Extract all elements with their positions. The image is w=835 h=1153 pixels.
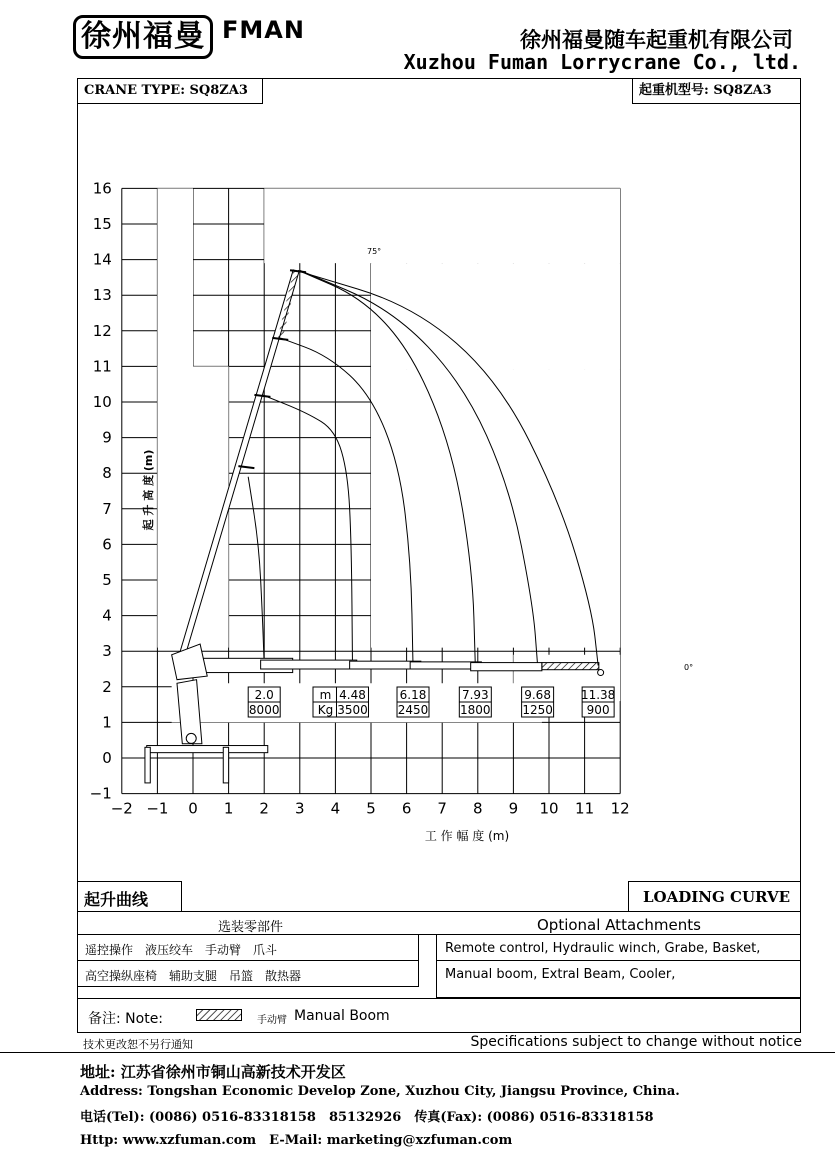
boom-root bbox=[172, 644, 208, 680]
note-en: Manual Boom bbox=[294, 1008, 390, 1024]
curve-title-cn: 起升曲线 bbox=[84, 890, 149, 909]
load-table-radius: 6.18 bbox=[399, 688, 427, 702]
curve-title-en-box bbox=[628, 881, 801, 912]
logo-en-text: FMAN bbox=[222, 16, 305, 44]
load-table-radius: 2.0 bbox=[254, 688, 274, 702]
load-table-load: 1250 bbox=[522, 703, 553, 717]
x-tick-label: 10 bbox=[539, 799, 559, 818]
y-tick-label: 6 bbox=[102, 535, 112, 554]
y-tick-label: 4 bbox=[102, 606, 112, 625]
y-tick-label: 16 bbox=[92, 179, 112, 198]
crane-type-cn: 起重机型号: SQ8ZA3 bbox=[632, 78, 801, 104]
y-tick-label: 10 bbox=[92, 393, 112, 411]
y-tick-label: 14 bbox=[92, 250, 112, 269]
attach-cn-1: 遥控操作 液压绞车 手动臂 爪斗 bbox=[85, 943, 278, 957]
x-tick-label: 1 bbox=[223, 799, 234, 818]
load-table-row-label: m bbox=[319, 688, 332, 702]
load-table-row-label: Kg bbox=[317, 703, 334, 717]
x-tick-label: 3 bbox=[295, 799, 305, 818]
load-table-radius: 4.48 bbox=[339, 688, 366, 702]
company-name-en: Xuzhou Fuman Lorrycrane Co., ltd. bbox=[403, 50, 801, 74]
company-name-cn: 徐州福曼随车起重机有限公司 bbox=[520, 27, 793, 52]
y-tick-label: 15 bbox=[92, 215, 112, 233]
note-divider bbox=[77, 998, 801, 999]
outrigger-left bbox=[145, 747, 150, 783]
notice-en: Specifications subject to change without notice bbox=[470, 1034, 802, 1050]
curve-title-cn-box bbox=[77, 881, 182, 912]
x-tick-label: −1 bbox=[146, 799, 169, 818]
angle-label-75: 75° bbox=[367, 247, 382, 256]
y-tick-label: 13 bbox=[92, 286, 112, 305]
load-table-load: 3500 bbox=[337, 703, 368, 717]
load-table-load: 1800 bbox=[460, 703, 491, 717]
crane-type-en: CRANE TYPE: SQ8ZA3 bbox=[77, 78, 263, 104]
x-tick-label: 4 bbox=[330, 799, 341, 818]
angle-label-0: 0° bbox=[684, 663, 694, 672]
note-label: 备注: Note: bbox=[88, 1011, 164, 1027]
x-tick-label: 6 bbox=[401, 799, 412, 818]
slew-ring bbox=[186, 733, 196, 743]
notice-cn: 技术更改恕不另行通知 bbox=[83, 1038, 193, 1051]
load-table-radius: 11.38 bbox=[580, 688, 616, 702]
y-tick-label: 12 bbox=[92, 321, 112, 340]
attach-cn-2: 高空操纵座椅 辅助支腿 吊篮 散热器 bbox=[85, 969, 302, 983]
y-tick-label: 8 bbox=[102, 464, 112, 483]
footer-address-cn: 地址: 江苏省徐州市铜山高新技术开发区 bbox=[80, 1063, 346, 1081]
manual-boom-hatch-icon bbox=[196, 1009, 242, 1021]
attach-en-1: Remote control, Hydraulic winch, Grabe, Basket, bbox=[445, 941, 761, 956]
load-table-load: 2450 bbox=[397, 703, 429, 717]
footer-address-en: Address: Tongshan Economic Develop Zone, Xuzhou City, Jiangsu Province, China. bbox=[80, 1084, 680, 1099]
y-axis-label: 起 升 高 度 (m) bbox=[142, 449, 155, 531]
load-curve bbox=[248, 477, 264, 666]
grid-mask bbox=[157, 188, 193, 370]
grid-mask bbox=[264, 188, 620, 263]
y-tick-label: 0 bbox=[102, 749, 112, 767]
manual-boom-horizontal bbox=[542, 663, 599, 670]
grid-mask bbox=[157, 366, 228, 647]
load-table-radius: 9.68 bbox=[524, 688, 551, 702]
curve-title-en: LOADING CURVE bbox=[643, 888, 791, 906]
y-tick-label: 5 bbox=[102, 571, 112, 589]
x-tick-label: 7 bbox=[437, 799, 447, 818]
boom-section-horizontal bbox=[261, 660, 357, 669]
y-tick-label: 11 bbox=[92, 357, 112, 376]
load-table-load: 8000 bbox=[248, 703, 280, 717]
logo-cn-text: 徐州福曼 bbox=[81, 19, 205, 54]
x-tick-label: 2 bbox=[259, 799, 269, 818]
crane-base bbox=[147, 746, 268, 753]
x-tick-label: 5 bbox=[366, 799, 376, 818]
note-cn: 手动臂 bbox=[257, 1015, 287, 1026]
y-tick-label: 9 bbox=[102, 428, 112, 447]
footer-divider bbox=[0, 1052, 835, 1053]
y-tick-label: 3 bbox=[102, 642, 112, 661]
attach-en-2: Manual boom, Extral Beam, Cooler, bbox=[445, 967, 676, 982]
grid-mask bbox=[371, 370, 620, 648]
hook-0deg bbox=[598, 670, 604, 676]
boom-section-horizontal bbox=[471, 663, 542, 671]
load-table-radius: 7.93 bbox=[461, 688, 489, 702]
x-tick-label: 0 bbox=[188, 799, 198, 818]
x-tick-label: 8 bbox=[473, 799, 483, 818]
x-tick-label: 12 bbox=[610, 799, 630, 818]
x-tick-label: 9 bbox=[508, 799, 519, 818]
load-curve bbox=[262, 395, 352, 666]
optional-en: Optional Attachments bbox=[537, 916, 701, 934]
y-tick-label: −1 bbox=[89, 784, 112, 803]
y-tick-label: 7 bbox=[102, 499, 112, 518]
optional-cn: 选装零部件 bbox=[218, 920, 284, 935]
x-tick-label: −2 bbox=[110, 799, 133, 818]
x-tick-label: 11 bbox=[575, 799, 595, 818]
y-tick-label: 1 bbox=[102, 713, 112, 732]
footer-tel: 电话(Tel): (0086) 0516-83318158 85132926 传真(Fax): (0086) 0516-83318158 bbox=[80, 1110, 654, 1125]
load-table-load: 900 bbox=[586, 703, 610, 717]
outrigger-right bbox=[223, 747, 228, 783]
x-axis-label: 工 作 幅 度 (m) bbox=[424, 829, 510, 843]
footer-web: Http: www.xzfuman.com E-Mail: marketing@xzfuman.com bbox=[80, 1133, 513, 1148]
y-tick-label: 2 bbox=[102, 677, 112, 696]
